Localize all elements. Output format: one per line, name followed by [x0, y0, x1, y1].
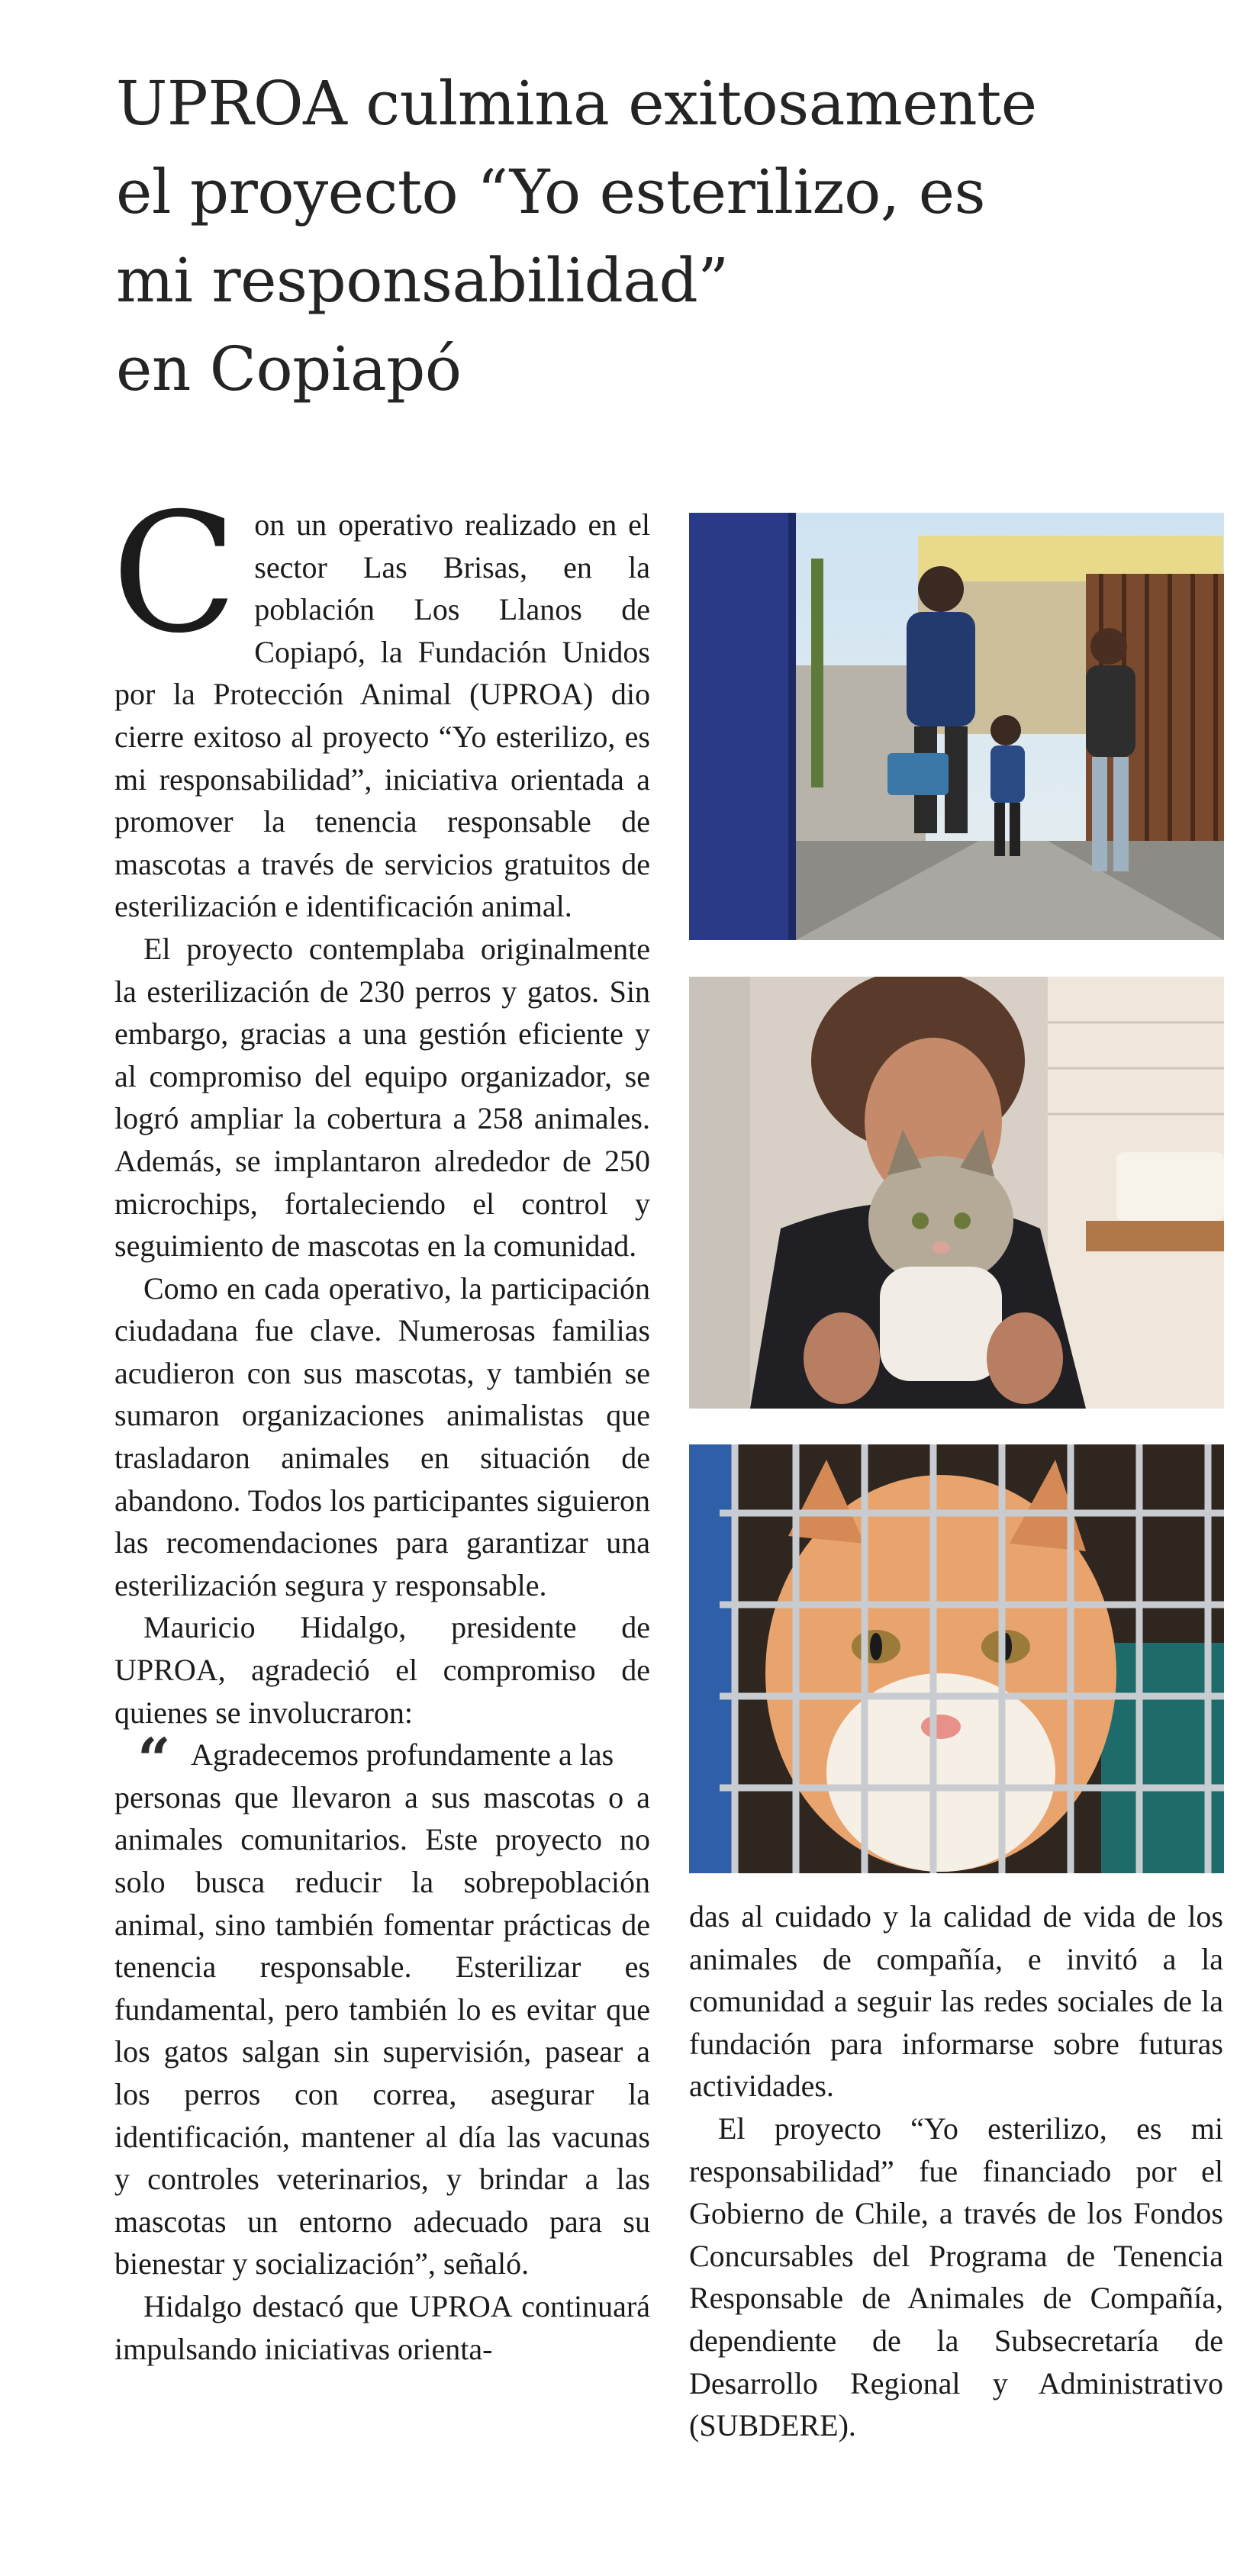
- paragraph-funding: El proyecto “Yo esterilizo, es mi responsabilidad” fue financiado por el Gobierno de Chile, a través de los Fondos Concursables del Programa de Tenencia Responsable de Animales de Compañía, dependiente de la Subsecretaría de Desarrollo Regional y Administrativo (SUBDERE).: [689, 2111, 1223, 2443]
- drop-cap: C: [111, 478, 238, 669]
- paragraph-intro-text: on un operativo realizado en el sector Las Brisas, en la población Los Llanos de Copiapó, la Fundación Unidos por la Protección Animal (UPROA) dio cierre exitoso al proyecto “Yo esterilizo, es mi responsabilidad”, iniciativa orientada a promover la tenencia responsable de mascotas a través de servicios gratuitos de esterilización e identificación animal.: [114, 507, 650, 924]
- paragraph-closing-end: das al cuidado y la calidad de vida de los animales de compañía, e invitó a la comunidad a seguir las redes sociales de la fundación para informarse sobre futuras actividades.: [689, 1899, 1223, 2104]
- article-column-right: [689, 1895, 1223, 2447]
- article-column-left: [111, 478, 650, 2370]
- photo-woman-holding-kitten: [689, 977, 1224, 1409]
- paragraph-president: Mauricio Hidalgo, presidente de UPROA, agradeció el compromiso de quienes se involucraron:: [114, 1610, 650, 1730]
- headline-line: en Copiapó: [116, 333, 462, 404]
- headline-line: el proyecto “Yo esterilizo, es: [116, 156, 986, 227]
- paragraph-figures: El proyecto contemplaba originalmente la esterilización de 230 perros y gatos. Sin embargo, gracias a una gestión eficiente y al compromiso del equipo organizador, se logró ampliar la cobertura a 258 animales. Además, se implantaron alrededor de 250 microchips, fortaleciendo el control y seguimiento de mascotas en la comunidad.: [114, 931, 650, 1264]
- paragraph-intro: [111, 478, 650, 928]
- pull-quote: [114, 1725, 650, 2285]
- quote-text: personas que llevaron a sus mascotas o a animales comunitarios. Este proyecto no solo busca reducir la sobrepoblación animal, sino también fomentar prácticas de tenencia responsable. Esterilizar es fundamental, pero también lo es evitar que los gatos salgan sin supervisión, pasear a los perros con correa, asegurar la identificación, mantener al día las vacunas y controles veterinarios, y brindar a las mascotas un entorno adecuado para su bienestar y socialización”, señaló.: [114, 1779, 650, 2281]
- quote-lead: Agradecemos profundamente a las: [191, 1737, 614, 1773]
- headline-line: mi responsabilidad”: [116, 245, 729, 316]
- photo-cat-in-carrier: [689, 1444, 1224, 1873]
- headline-line: UPROA culmina exitosamente: [116, 68, 1037, 139]
- paragraph-participation: Como en cada operativo, la participación ciudadana fue clave. Numerosas familias acudieron con sus mascotas, y también se sumaron organizaciones animalistas que trasladaron animales en situación de abandono. Todos los participantes siguieron las recomendaciones para garantizar una esterilización segura y responsable.: [114, 1270, 650, 1602]
- quote-mark-icon: “: [137, 1725, 171, 1794]
- photo-family-with-pet-carrier: [689, 513, 1224, 940]
- paragraph-closing-start: Hidalgo destacó que UPROA continuará impulsando iniciativas orienta-: [114, 2288, 650, 2366]
- article-headline: [116, 60, 1215, 414]
